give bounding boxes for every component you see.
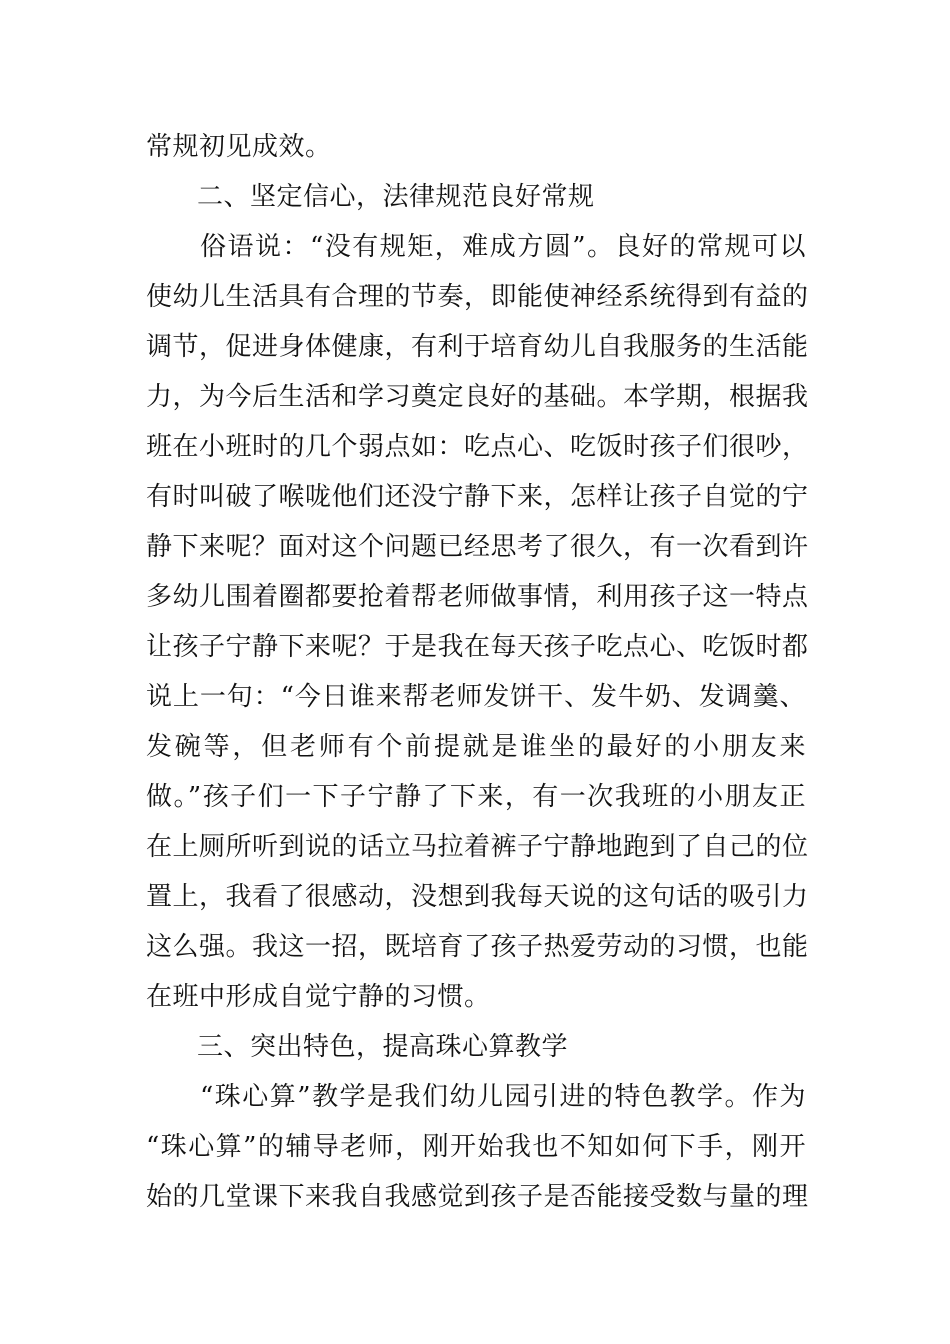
paragraph-line: 俗语说：“没有规矩，难成方圆”。良好的常规可以 [200,232,806,262]
paragraph-line: “珠心算”的辅导老师，刚开始我也不知如何下手，刚开 [146,1132,806,1162]
paragraph-line: 班在小班时的几个弱点如：吃点心、吃饭时孩子们很吵， [146,432,809,462]
paragraph-line: 置上，我看了很感动，没想到我每天说的这句话的吸引力 [146,882,809,912]
paragraph-line: 多幼儿围着圈都要抢着帮老师做事情，利用孩子这一特点 [146,582,809,612]
paragraph-line: 有时叫破了喉咙他们还没宁静下来，怎样让孩子自觉的宁 [146,482,809,512]
paragraph-line: 在班中形成自觉宁静的习惯。 [146,982,491,1012]
paragraph-line: 静下来呢？面对这个问题已经思考了很久，有一次看到许 [146,532,809,562]
paragraph-line: 常规初见成效。 [146,132,332,162]
section-heading: 二、坚定信心，法律规范良好常规 [197,182,595,212]
paragraph-line: 让孩子宁静下来呢？于是我在每天孩子吃点心、吃饭时都 [146,632,809,662]
paragraph-line: “珠心算”教学是我们幼儿园引进的特色教学。作为 [200,1082,806,1112]
paragraph-line: 使幼儿生活具有合理的节奏，即能使神经系统得到有益的 [146,282,809,312]
paragraph-line: 说上一句：“今日谁来帮老师发饼干、发牛奶、发调羹、 [146,682,806,712]
paragraph-line: 始的几堂课下来我自我感觉到孩子是否能接受数与量的理 [146,1182,809,1212]
paragraph-line: 力，为今后生活和学习奠定良好的基础。本学期，根据我 [146,382,809,412]
paragraph-line: 做。”孩子们一下子宁静了下来，有一次我班的小朋友正 [146,782,806,812]
paragraph-line: 发碗等，但老师有个前提就是谁坐的最好的小朋友来 [146,732,806,762]
paragraph-line: 调节，促进身体健康，有利于培育幼儿自我服务的生活能 [146,332,809,362]
section-heading: 三、突出特色，提高珠心算教学 [197,1032,569,1062]
paragraph-line: 在上厕所听到说的话立马拉着裤子宁静地跑到了自己的位 [146,832,809,862]
paragraph-line: 这么强。我这一招，既培育了孩子热爱劳动的习惯，也能 [146,932,809,962]
